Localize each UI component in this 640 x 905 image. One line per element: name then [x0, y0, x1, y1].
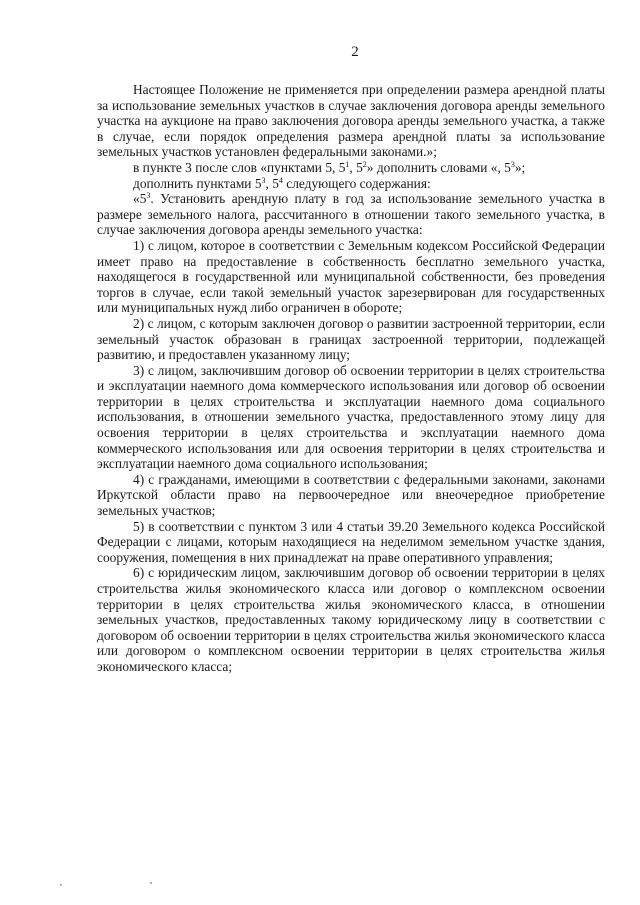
scan-speck — [150, 882, 152, 884]
page-number: 2 — [351, 44, 359, 60]
scan-speck — [60, 884, 62, 886]
list-item-1: 1) с лицом, которое в соответствии с Земельным кодексом Российской Федерации имеет право на предоставление в собственность бесплатно земельного участка, находящегося в государственной или муниципальной собственности, без проведения торгов в случае, если такой земельный участок зарезервирован для государственных или муниципальных нужд либо ограничен в обороте; — [97, 237, 605, 316]
paragraph-add-items: дополнить пунктами $5^3$, $5^4$ следующего содержания: — [133, 175, 431, 191]
list-item-2: 2) с лицом, с которым заключен договор о развитии застроенной территории, если земельный участок образован в границах застроенной территории, подлежащей развитию, и предоставлен указанному лицу; — [97, 315, 605, 363]
list-item-3: 3) с лицом, заключившим договор об освоении территории в целях строительства и эксплуатации наемного дома коммерческого использования или договор об освоении территории в целях строительства и эксплуатации наемного дома социального использования, в отношении земельного участка, предоставленного этому лицу для освоения территории в целях строительства и эксплуатации наемного дома коммерческого использования или для освоения территории в целях строительства и эксплуатации наемного дома социального использования; — [97, 362, 605, 472]
paragraph-exclusion-clause: Настоящее Положение не применяется при определении размера арендной платы за использование земельных участков в случае заключения договора аренды земельного участка на аукционе на право заключения договора аренды земельного участка, а также в случае, если порядок определения размера арендной платы за использование земельных участков установлен федеральными законами.»; — [97, 82, 605, 160]
list-item-6: 6) с юридическим лицом, заключившим договор об освоении территории в целях строительства жилья экономического класса или договор о комплексном освоении территории в целях строительства жилья экономического класса, в отношении земельных участков, предоставленных такому юридическому лицу в соответствии с договором об освоении территории в целях строительства жилья экономического класса или договором о комплексном освоении территории в целях строительства жилья экономического класса; — [97, 565, 605, 674]
list-item-5: 5) в соответствии с пунктом 3 или 4 статьи 39.20 Земельного кодекса Российской Федерации с лицами, которым находящиеся на неделимом земельном участке здания, сооружения, помещения в них принадлежат на праве оперативного управления; — [97, 518, 605, 565]
paragraph-item-3-amendment: в пункте 3 после слов «пунктами 5, $5^1$, $5^2$» дополнить словами «, $5^3$»; — [133, 159, 526, 175]
paragraph-item-5-3: «$5^3$. Установить арендную плату в год за использование земельного участка в размере земельного налога, рассчитанного в отношении такого земельного участка, в случае заключения договора аренды земельного участка: — [97, 191, 605, 238]
list-item-4: 4) с гражданами, имеющими в соответствии с федеральными законами, законами Иркутской области право на первоочередное или внеочередное приобретение земельных участков; — [97, 471, 605, 519]
document-body — [97, 82, 605, 675]
